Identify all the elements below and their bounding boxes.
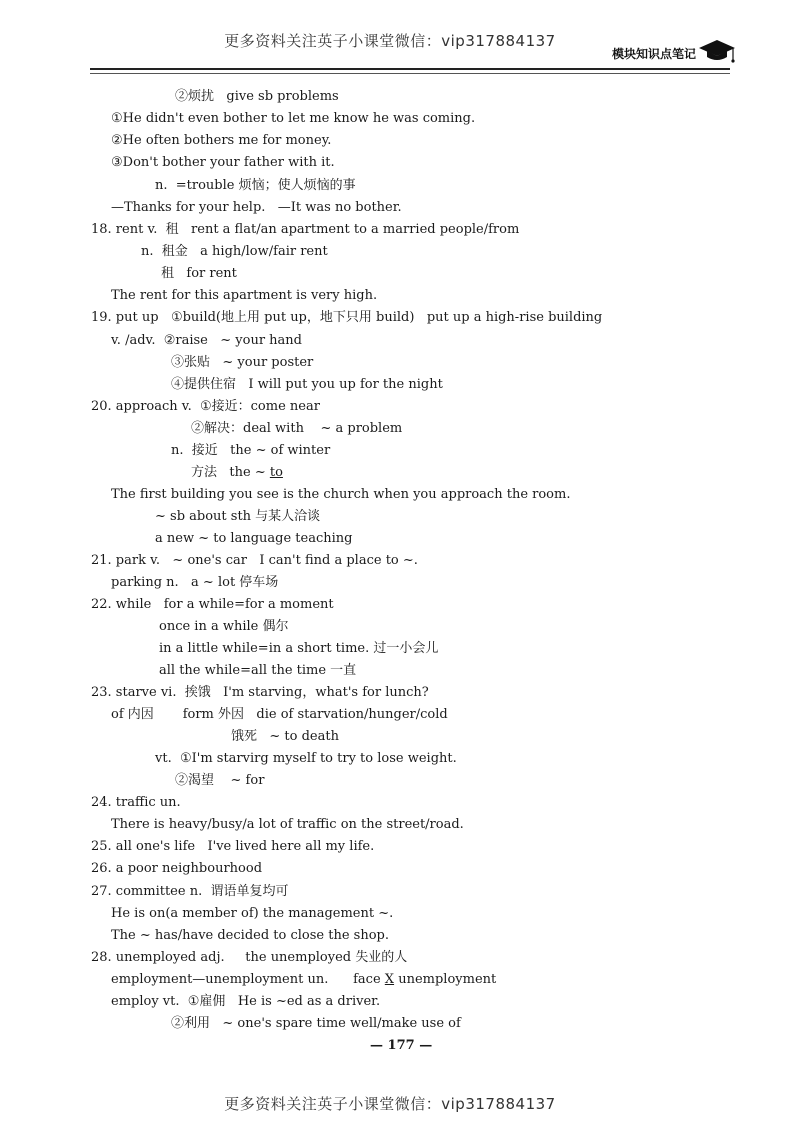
note-line: 方法 the ~ to [191,465,283,480]
note-line: 23. starve vi. 挨饿 I'm starving，what's for lunch? [91,685,429,700]
note-line: n. 租金 a high/low/fair rent [141,244,328,259]
note-line: The rent for this apartment is very high. [111,288,378,303]
page-number: — 177 — [370,1038,433,1053]
note-line: parking n. a ~ lot 停车场 [111,575,279,590]
note-line: ④提供住宿 I will put you up for the night [171,377,443,392]
note-line: ②烦扰 give sb problems [175,89,339,104]
note-line: ②解决：deal with ~ a problem [191,421,403,436]
note-line: The first building you see is the church when you approach the room. [111,487,571,502]
note-line: employment—unemployment un. face X unemployment [111,972,497,987]
note-line: ③张贴 ~ your poster [171,355,314,370]
note-line: The ~ has/have decided to close the shop. [111,928,389,943]
note-line: 20. approach v. ①接近：come near [91,399,320,414]
note-line: of 内因 form 外因 die of starvation/hunger/cold [111,707,448,722]
note-line: —Thanks for your help. —It was no bother. [111,200,402,215]
note-line: 24. traffic un. [91,795,181,810]
note-line: He is on(a member of) the management ~. [111,906,394,921]
note-line: ②He often bothers me for money. [111,133,332,148]
note-line: n. 接近 the ~ of winter [171,443,331,458]
note-line: 租 for rent [161,266,237,281]
note-line: There is heavy/busy/a lot of traffic on the street/road. [111,817,464,832]
note-line: 21. park v. ~ one's car I can't find a place to ~. [91,553,418,568]
note-line: once in a while 偶尔 [159,619,289,634]
note-line: 27. committee n. 谓语单复均可 [91,884,289,899]
note-line: 22. while for a while=for a moment [91,597,334,612]
note-line: 28. unemployed adj. the unemployed 失业的人 [91,950,408,965]
note-line: ①He didn't even bother to let me know he was coming. [111,111,476,126]
section-title: 模块知识点笔记 [612,47,697,61]
note-line: 18. rent v. 租 rent a flat/an apartment to a married people/from [91,222,520,237]
note-line: ②渴望 ~ for [175,773,265,788]
note-line: vt. ①I'm starvirg myself to try to lose weight. [155,751,457,766]
note-line: employ vt. ①雇佣 He is ~ed as a driver. [111,994,381,1009]
note-line: 26. a poor neighbourhood [91,861,263,876]
note-line: 25. all one's life I've lived here all my life. [91,839,375,854]
note-line: in a little while=in a short time. 过一小会儿 [159,641,439,656]
graduation-cap-icon [698,38,736,68]
note-line: ~ sb about sth 与某人洽谈 [155,509,321,524]
note-line: ③Don't bother your father with it. [111,155,335,170]
note-line: 饿死 ~ to death [231,729,339,744]
note-line: 19. put up ①build(地上用 put up，地下只用 build) put up a high-rise building [91,310,603,325]
header-rule-thin [90,73,730,74]
note-line: all the while=all the time 一直 [159,663,357,678]
header-rule [90,68,730,70]
note-line: n. =trouble 烦恼；使人烦恼的事 [155,178,356,193]
footer-watermark: 更多资料关注英子小课堂微信：vip317884137 [224,1095,556,1113]
note-line: a new ~ to language teaching [155,531,353,546]
note-line: ②利用 ~ one's spare time well/make use of [171,1016,461,1031]
header-watermark: 更多资料关注英子小课堂微信：vip317884137 [224,32,556,50]
note-line: v. /adv. ②raise ~ your hand [111,333,302,348]
